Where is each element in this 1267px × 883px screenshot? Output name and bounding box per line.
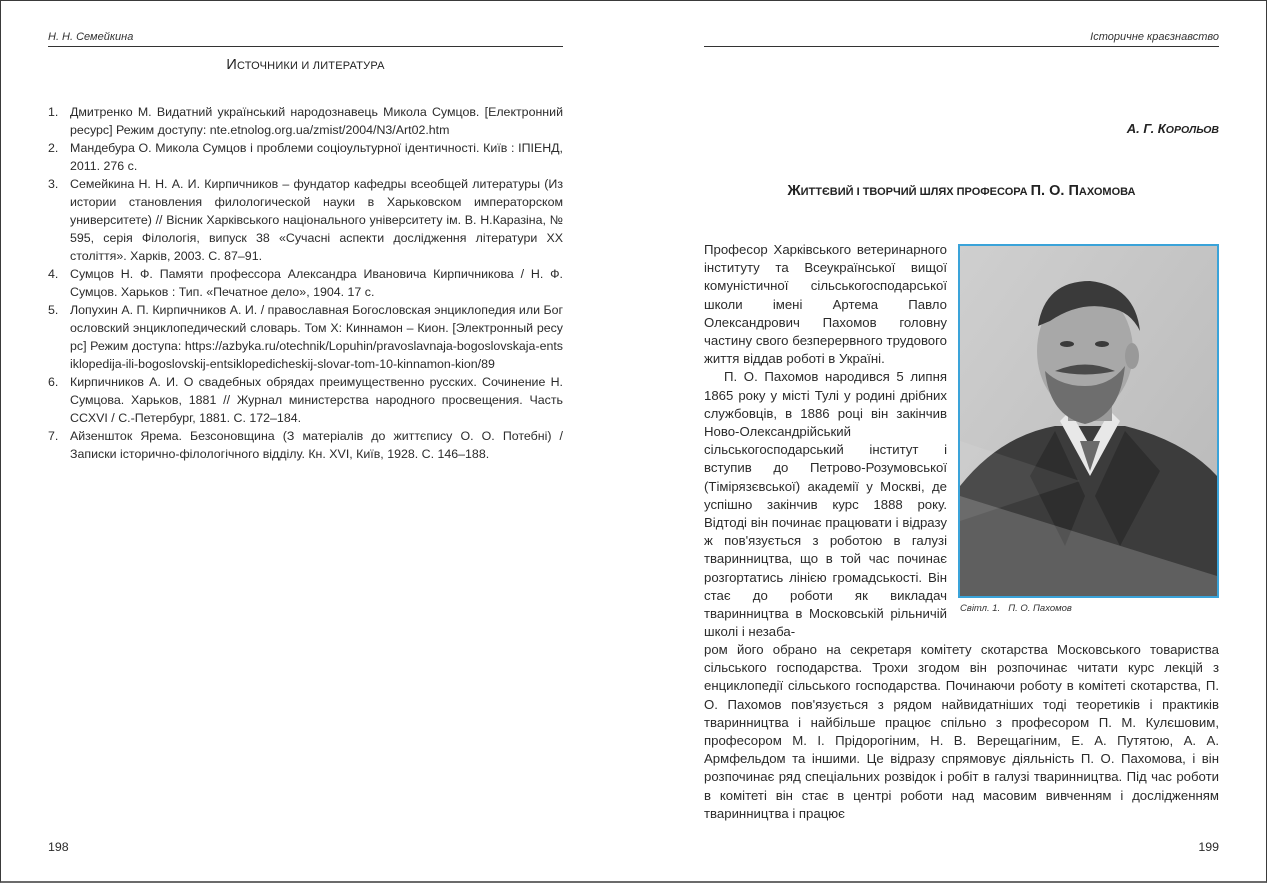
paragraph-biography: П. О. Пахомов народився 5 липня 1865 року у місті Тулі у родині дрібних службовців, в 1886 році він закінчив Ново-Олександрійський сільськогосподарський інститут і вступив до Петрово-Розумовської (Тімірязєвської) академії у Москві, де успішно закінчив курс 1888 року. Відтоді він починає працювати і відразу ж пов'язується з роботою в галузі тваринництва, що в той час починає розгортатись лінією громадськості. Він стає до роботи як викладач тваринництва в Московській рільничій школі і незаба- bbox=[704, 369, 947, 640]
page-number-left: 198 bbox=[48, 840, 69, 854]
paragraph-biography-continued: ром його обрано на секретаря комітету скотарства Московського товариства сільського господарства. Трохи згодом він розпочинає читати курс лекцій з енциклопедії сільського господарства. Починаючи роботу в комітеті скотарства, П. О. Пахомов пов'язується з рядом найвидатніших тоді теоретиків і практиків тваринництва і найбільше працює спільно з професором П. М. Кулєшовим, професором М. І. Прідорогіним, Н. В. Верещагіним, Е. А. Путятою, А. А. Армфельдом та іншими. Це відразу спрямовує діяльність П. О. Пахомова, і він розпочинає ряд спеціальних розвідок і робіт в галузі тваринництва. Під час роботи в комітеті він стає в центрі роботи над масовим вивченням і дослідженням тваринництва і працює bbox=[704, 642, 1219, 821]
title-name-rest: АХОМОВА bbox=[1078, 186, 1136, 198]
paragraph-intro: Професор Харківського ветеринарного інституту та Всеукраїнської вищої комуністичної сільськогосподарської школи імені Артема Павло Олександрович Пахомов головну частину свого безперервного трудового життя віддав роботі в Україні. bbox=[704, 242, 947, 367]
title-name-initials: П. О. П bbox=[1030, 183, 1079, 199]
reference-text: Сумцов Н. Ф. Памяти профессора Александра Ивановича Кирпичникова / Н. Ф. Сумцов. Харьков : Тип. «Печатное дело», 1904. 17 с. bbox=[70, 267, 563, 299]
portrait-image-icon bbox=[960, 246, 1217, 596]
section-title-rest: СТОЧНИКИ И ЛИТЕРАТУРА bbox=[236, 60, 385, 72]
title-text: ИТТЄВИЙ І ТВОРЧИЙ ШЛЯХ ПРОФЕСОРА bbox=[800, 186, 1031, 198]
reference-item bbox=[48, 139, 563, 175]
reference-number: 5. bbox=[48, 303, 59, 317]
caption-label: Світл. 1. bbox=[960, 603, 1001, 614]
author-initials: А. Г. К bbox=[1126, 121, 1166, 136]
author-surname-rest: ОРОЛЬОВ bbox=[1165, 124, 1219, 136]
section-title-initial: И bbox=[226, 57, 237, 73]
reference-text: Мандебура О. Микола Сумцов і проблеми соціоультурної ідентичності. Київ : ІПІЕНД, 2011. 276 с. bbox=[70, 141, 563, 173]
portrait-photo bbox=[958, 244, 1219, 598]
reference-item bbox=[48, 103, 563, 139]
reference-item bbox=[48, 301, 563, 373]
reference-list bbox=[48, 103, 563, 463]
reference-text: Семейкина Н. Н. А. И. Кирпичников – фундатор кафедры всеобщей литературы (Из истории становления филологической науки в Харьковском императорском университете) // Вісник Харківського національного університету ім. В. Н.Каразіна, № 595, серія Філологія, випуск 38 «Сучасні аспекти дослідження літератури XX століття». Харків, 2003. С. 87–91. bbox=[70, 177, 563, 263]
reference-text: Дмитренко М. Видатний український народознавець Микола Сумцов. [Електронний ресурс] Режим доступу: nte.etnolog.org.ua/zmist/2004/N3/Art02.htm bbox=[70, 105, 563, 137]
reference-item bbox=[48, 373, 563, 427]
article-title bbox=[704, 183, 1219, 199]
article-author bbox=[1127, 121, 1219, 136]
running-head-right: Історичне краєзнавство bbox=[704, 31, 1219, 47]
reference-text: Кирпичников А. И. О свадебных обрядах преимущественно русских. Сочинение Н. Сумцова. Харьков, 1881 // Журнал министерства народного просвещения. Часть CCXVI / С.-Петербург, 1881. С. 172–184. bbox=[70, 375, 563, 425]
page-number-right: 199 bbox=[1198, 840, 1219, 854]
reference-item bbox=[48, 265, 563, 301]
reference-number: 4. bbox=[48, 267, 59, 281]
reference-number: 3. bbox=[48, 177, 59, 191]
reference-item bbox=[48, 427, 563, 463]
reference-number: 2. bbox=[48, 141, 59, 155]
article-body-column bbox=[704, 241, 947, 641]
reference-text: Лопухин А. П. Кирпичников А. И. / православная Богословская энциклопедия или Богословский энциклопедический словарь. Том X: Киннамон – Кион. [Электронный ресурс] Режим доступа: https://azbyka.ru/otechnik/Lopuhin/pravoslavnaja-bogoslovskaja-entsiklopedija-ili-bogoslovskij-entsiklopedicheskij-slovar-tom-10-kinnamon-kion/89 bbox=[70, 303, 563, 371]
reference-number: 7. bbox=[48, 429, 59, 443]
left-page bbox=[48, 0, 563, 882]
reference-number: 6. bbox=[48, 375, 59, 389]
right-page bbox=[704, 0, 1219, 882]
caption-text: П. О. Пахомов bbox=[1008, 603, 1072, 614]
reference-item bbox=[48, 175, 563, 265]
reference-text: Айзеншток Ярема. Безсоновщина (З матеріалів до життєпису О. О. Потебні) / Записки історично-філологічного відділу. Кн. XVI, Київ, 1928. С. 146–188. bbox=[70, 429, 563, 461]
running-head-left: Н. Н. Семейкина bbox=[48, 31, 563, 47]
reference-number: 1. bbox=[48, 105, 59, 119]
title-initial: Ж bbox=[787, 183, 801, 199]
section-title bbox=[48, 57, 563, 73]
photo-caption bbox=[960, 603, 1080, 614]
